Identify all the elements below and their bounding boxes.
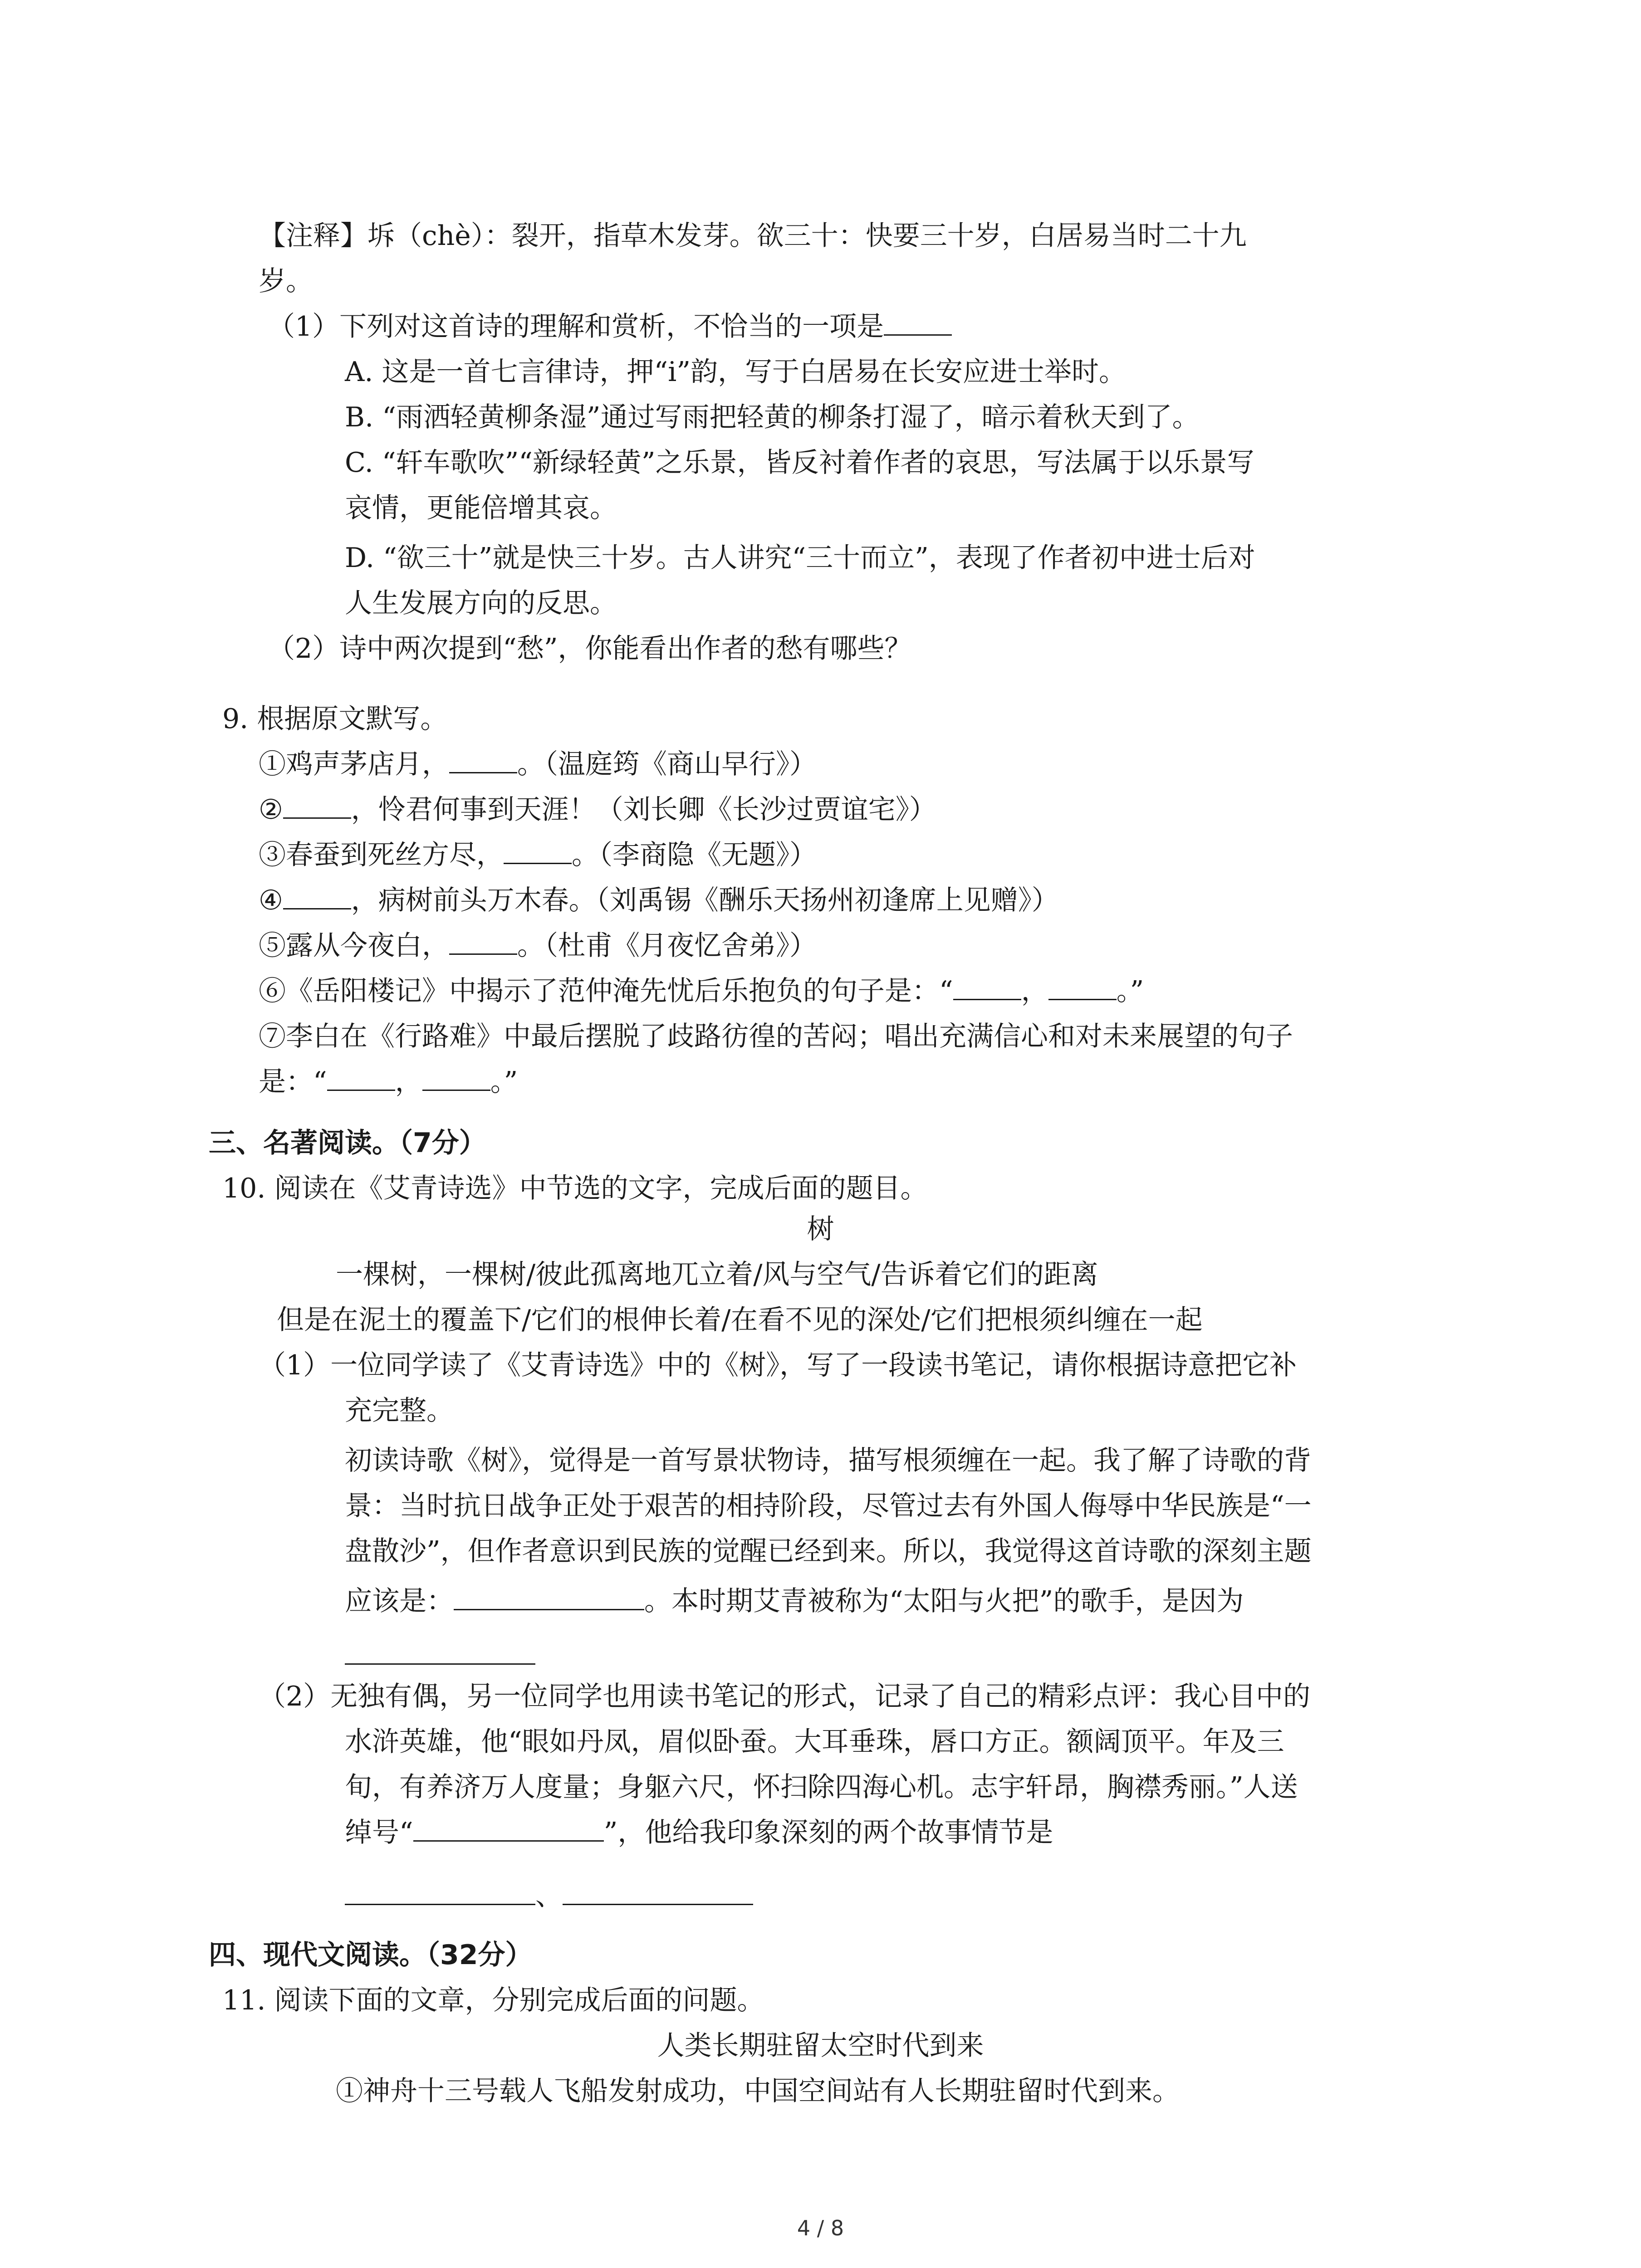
q9-item-4-b: ，病树前头万木春。（刘禹锡《酬乐天扬州初逢席上见赠》）: [351, 885, 1059, 916]
answer-blank[interactable]: [953, 973, 1021, 1000]
answer-blank[interactable]: [504, 837, 572, 864]
q8-option-b: B. “雨洒轻黄柳条湿”通过写雨把轻黄的柳条打湿了，暗示着秋天到了。: [345, 401, 1200, 433]
answer-blank[interactable]: [345, 1638, 535, 1665]
q9-item-6-b: ，: [1021, 975, 1048, 1007]
q8-option-d-line2: 人生发展方向的反思。: [345, 587, 617, 619]
q9-item-3: [259, 837, 817, 873]
q10-part2-line4-b: ”，他给我印象深刻的两个故事情节是: [603, 1817, 1053, 1848]
annotation-line-2: 岁。: [259, 265, 313, 297]
answer-blank[interactable]: [449, 747, 517, 773]
q9-item-1-a: ①鸡声茅店月，: [259, 748, 449, 780]
q9-title: 9. 根据原文默写。: [222, 703, 448, 735]
q9-item-7-line1: ⑦李白在《行路难》中最后摆脱了歧路彷徨的苦闷；唱出充满信心和对未来展望的句子: [259, 1021, 1293, 1052]
q9-item-5-a: ⑤露从今夜白，: [259, 930, 449, 962]
q9-item-6-a: ⑥《岳阳楼记》中揭示了范仲淹先忧后乐抱负的句子是：“: [259, 975, 953, 1007]
q9-item-1-b: 。（温庭筠《商山早行》）: [517, 748, 817, 780]
q10-answer-line: [345, 1637, 535, 1674]
q10-notes-line4: [345, 1583, 1244, 1619]
q10-part1-line1: （1）一位同学读了《艾青诗选》中的《树》，写了一段读书笔记，请你根据诗意把它补: [259, 1349, 1297, 1381]
q9-item-2-b: ，怜君何事到天涯！（刘长卿《长沙过贾谊宅》）: [351, 794, 936, 826]
q9-item-4-a: ④: [259, 885, 283, 916]
q10-part2-line4-a: 绰号“: [345, 1817, 413, 1848]
q9-item-7-b: 是：“: [259, 1066, 327, 1098]
q9-item-5-b: 。（杜甫《月夜忆舍弟》）: [517, 930, 817, 962]
q9-item-6: [259, 973, 1144, 1009]
q9-item-2-a: ②: [259, 794, 283, 826]
q8-option-c-line1: C. “轩车歌吹”“新绿轻黄”之乐景，皆反衬着作者的哀思，写法属于以乐景写: [345, 447, 1254, 479]
q8-part1: [268, 308, 952, 345]
q10-part2-separator: 、: [535, 1880, 563, 1912]
poem-line-1: 一棵树，一棵树/彼此孤离地兀立着/风与空气/告诉着它们的距离: [336, 1259, 1098, 1290]
q10-part1-line2: 充完整。: [345, 1395, 454, 1427]
q9-item-3-a: ③春蚕到死丝方尽，: [259, 839, 504, 871]
q9-item-7-line2: [259, 1064, 518, 1100]
q10-part2-line5: [345, 1878, 753, 1914]
q10-notes-line3: 盘散沙”，但作者意识到民族的觉醒已经到来。所以，我觉得这首诗歌的深刻主题: [345, 1535, 1312, 1567]
q9-item-1: [259, 746, 817, 782]
answer-blank[interactable]: [449, 928, 517, 955]
q10-part2-line1: （2）无独有偶，另一位同学也用读书笔记的形式，记录了自己的精彩点评：我心目中的: [259, 1681, 1311, 1712]
q9-item-2: [259, 792, 936, 828]
answer-blank[interactable]: [283, 792, 351, 819]
q10-notes-line4-b: 。本时期艾青被称为“太阳与火把”的歌手，是因为: [644, 1585, 1244, 1617]
answer-blank[interactable]: [283, 883, 351, 909]
section-4-heading: 四、现代文阅读。（32分）: [209, 1939, 533, 1971]
q10-part2-line4: [345, 1814, 1053, 1851]
answer-blank[interactable]: [454, 1584, 644, 1610]
q8-option-d-line1: D. “欲三十”就是快三十岁。古人讲究“三十而立”，表现了作者初中进士后对: [345, 542, 1255, 574]
q10-prompt: 10. 阅读在《艾青诗选》中节选的文字，完成后面的题目。: [222, 1173, 928, 1204]
q9-item-5: [259, 928, 817, 964]
poem-line-2: 但是在泥土的覆盖下/它们的根伸长着/在看不见的深处/它们把根须纠缠在一起: [277, 1304, 1203, 1336]
article-paragraph-1: ①神舟十三号载人飞船发射成功，中国空间站有人长期驻留时代到来。: [336, 2075, 1180, 2107]
q9-item-3-b: 。（李商隐《无题》）: [572, 839, 817, 871]
q9-item-7-d: 。”: [490, 1066, 518, 1098]
q8-part1-text: （1）下列对这首诗的理解和赏析，不恰当的一项是: [268, 311, 884, 342]
annotation-line-1: 【注释】坼（chè）：裂开，指草木发芽。欲三十：快要三十岁，白居易当时二十九: [259, 220, 1247, 252]
answer-blank[interactable]: [422, 1064, 490, 1091]
answer-blank[interactable]: [563, 1878, 753, 1905]
q10-part2-line3: 旬，有养济万人度量；身躯六尺，怀扫除四海心机。志宇轩昂，胸襟秀丽。”人送: [345, 1771, 1298, 1803]
answer-blank[interactable]: [1048, 973, 1117, 1000]
q10-notes-line1: 初读诗歌《树》，觉得是一首写景状物诗，描写根须缠在一起。我了解了诗歌的背: [345, 1445, 1311, 1476]
q10-part2-line2: 水浒英雄，他“眼如丹凤，眉似卧蚕。大耳垂珠，唇口方正。额阔顶平。年及三: [345, 1726, 1284, 1758]
answer-blank[interactable]: [327, 1064, 395, 1091]
answer-blank[interactable]: [345, 1878, 535, 1905]
poem-title: 树: [807, 1213, 834, 1245]
section-3-heading: 三、名著阅读。（7分）: [209, 1127, 486, 1159]
q9-item-4: [259, 882, 1059, 919]
q10-notes-line4-a: 应该是：: [345, 1585, 454, 1617]
page-number: 4 / 8: [797, 2216, 844, 2240]
q8-part2: （2）诗中两次提到“愁”，你能看出作者的愁有哪些？: [268, 633, 912, 665]
article-title: 人类长期驻留太空时代到来: [657, 2030, 984, 2062]
q9-item-7-c: ，: [395, 1066, 422, 1098]
q10-notes-line2: 景：当时抗日战争正处于艰苦的相持阶段，尽管过去有外国人侮辱中华民族是“一: [345, 1490, 1312, 1522]
q11-prompt: 11. 阅读下面的文章，分别完成后面的问题。: [222, 1984, 764, 2016]
q8-option-a: A. 这是一首七言律诗，押“i”韵，写于白居易在长安应进士举时。: [345, 356, 1127, 388]
q8-option-c-line2: 哀情，更能倍增其哀。: [345, 492, 617, 524]
answer-blank[interactable]: [884, 309, 952, 336]
q9-item-6-c: 。”: [1116, 975, 1144, 1007]
answer-blank[interactable]: [413, 1815, 604, 1842]
